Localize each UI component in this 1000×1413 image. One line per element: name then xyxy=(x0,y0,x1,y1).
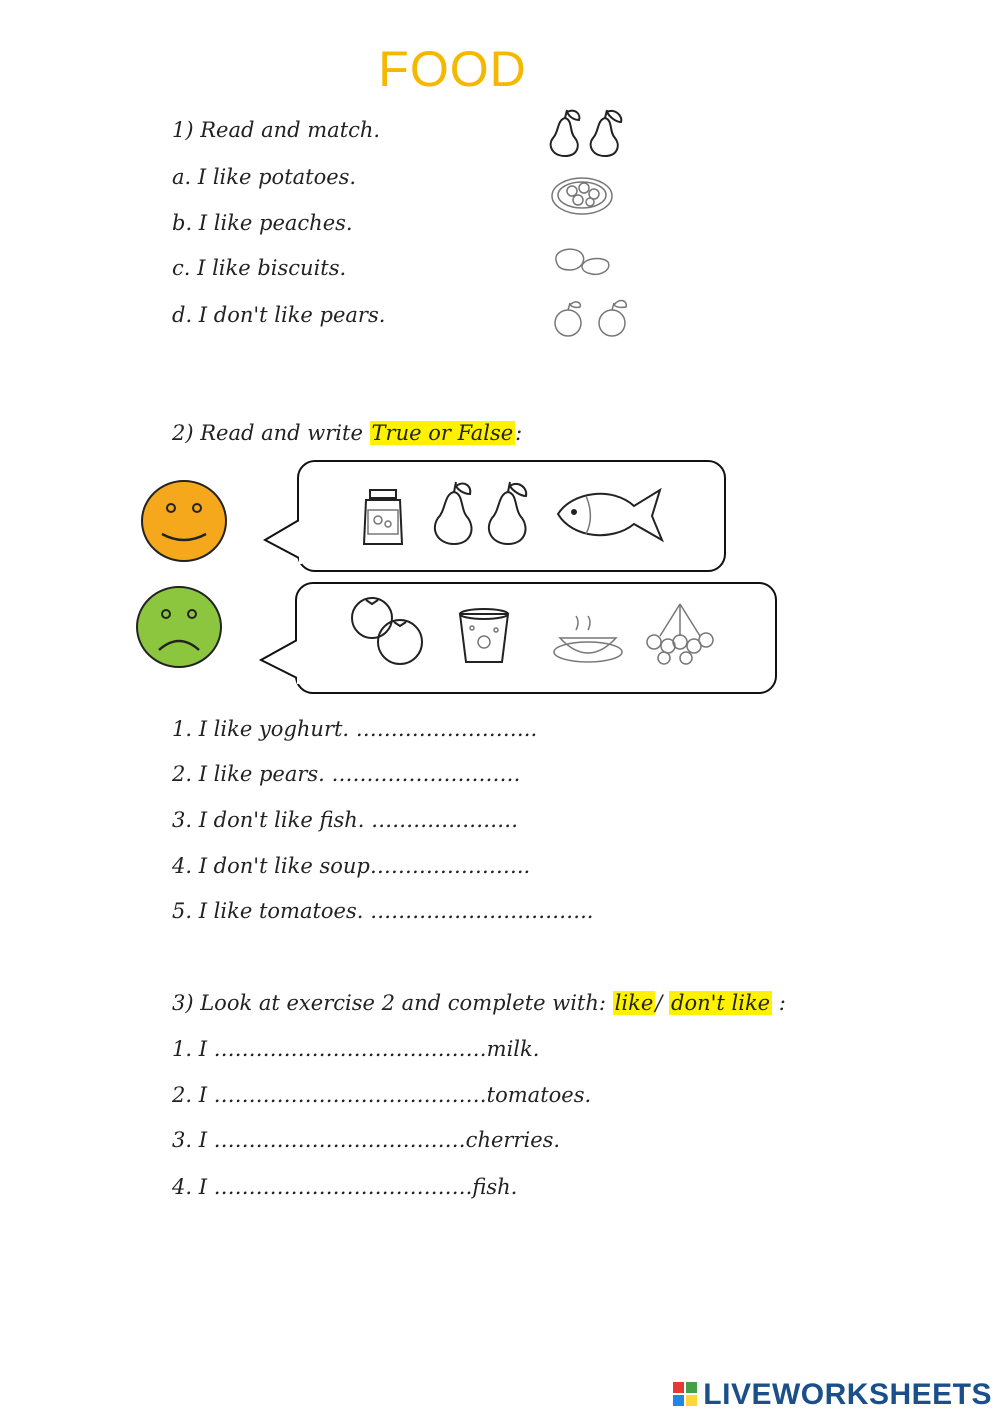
cherries-icon xyxy=(640,600,720,666)
tomato-icon xyxy=(348,594,428,668)
jam-jar-icon xyxy=(356,488,414,550)
pear-icon xyxy=(545,106,635,158)
fish-icon xyxy=(552,482,668,548)
liveworksheets-logo-icon xyxy=(673,1382,699,1408)
ex2-item-2[interactable]: 2. I like pears. ……………………… xyxy=(172,762,521,786)
page-title: FOOD xyxy=(378,41,527,97)
ex3-item-1[interactable]: 1. I …………………………………milk. xyxy=(172,1037,540,1061)
ex2-highlight: True or False xyxy=(371,421,514,445)
ex2-item-1[interactable]: 1. I like yoghurt. …………………….. xyxy=(172,717,538,741)
likes-bubble-tail xyxy=(262,518,302,564)
ex2-item-4[interactable]: 4. I don't like soup………………….. xyxy=(172,854,531,878)
ex3-heading-text: 3) Look at exercise 2 and complete with: xyxy=(172,991,613,1015)
ex1-item-a: a. I like potatoes. xyxy=(172,165,357,189)
liveworksheets-brand xyxy=(673,1378,992,1412)
dislikes-bubble-tail xyxy=(258,638,300,684)
ex2-heading xyxy=(172,421,522,445)
ex3-item-2[interactable]: 2. I …………………………………tomatoes. xyxy=(172,1083,592,1107)
soup-icon xyxy=(552,612,626,668)
ex3-heading xyxy=(172,991,786,1015)
ex3-heading-colon: : xyxy=(772,991,786,1015)
potato-icon xyxy=(550,244,616,280)
ex1-heading: 1) Read and match. xyxy=(172,118,381,142)
ex2-heading-colon: : xyxy=(515,421,523,445)
ex3-item-4[interactable]: 4. I ……………………………….fish. xyxy=(172,1175,518,1199)
sad-face-icon xyxy=(135,586,225,670)
ex1-item-c: c. I like biscuits. xyxy=(172,256,347,280)
biscuit-plate-icon xyxy=(548,174,620,218)
ex1-item-b: b. I like peaches. xyxy=(172,211,353,235)
ex2-heading-text: 2) Read and write xyxy=(172,421,370,445)
yoghurt-icon xyxy=(454,606,514,666)
pears-icon xyxy=(428,478,540,548)
ex3-highlight-dont-like: don't like xyxy=(671,991,771,1015)
ex3-item-3[interactable]: 3. I ………………………………cherries. xyxy=(172,1128,561,1152)
peach-icon xyxy=(550,293,642,341)
ex3-separator: / xyxy=(655,991,670,1015)
ex2-item-3[interactable]: 3. I don't like fish. ………………… xyxy=(172,808,519,832)
ex1-item-d: d. I don't like pears. xyxy=(172,303,386,327)
ex3-highlight-like: like xyxy=(614,991,654,1015)
brand-text: LIVEWORKSHEETS xyxy=(703,1378,992,1411)
happy-face-icon xyxy=(140,480,230,564)
ex2-item-5[interactable]: 5. I like tomatoes. ………………………….. xyxy=(172,899,594,923)
